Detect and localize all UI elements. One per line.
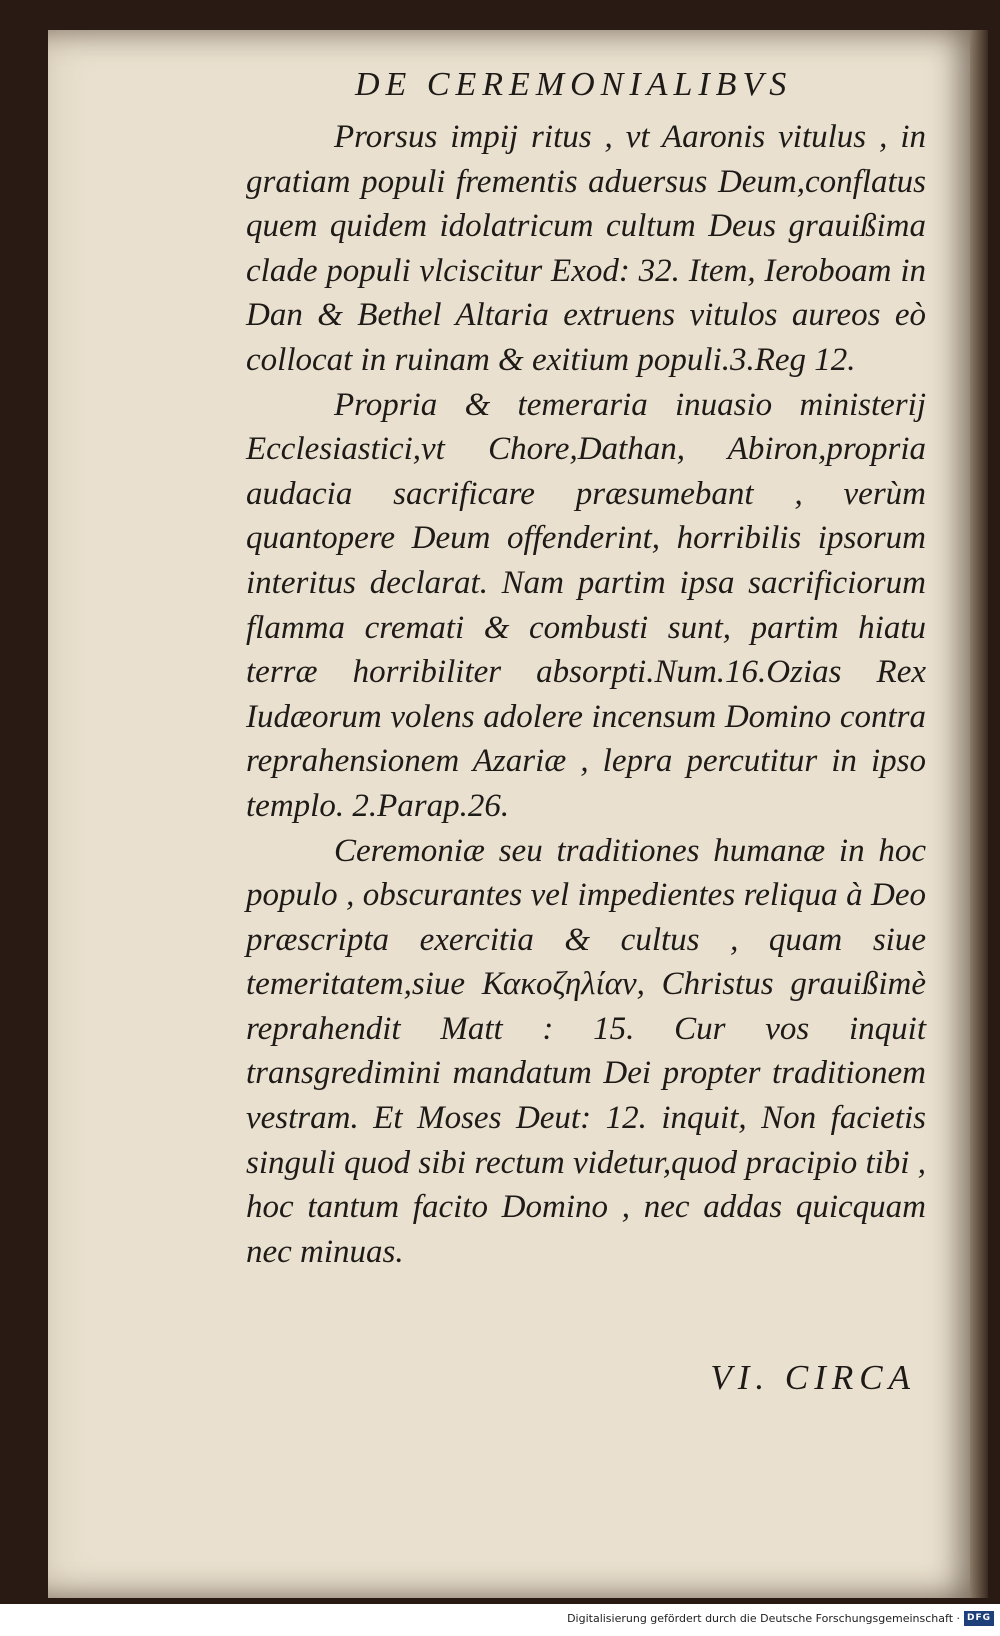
catchword: VI. CIRCA [710, 1358, 916, 1397]
funding-credit: Digitalisierung gefördert durch die Deutsche Forschungsgemeinschaft · [567, 1612, 960, 1625]
paragraph: Propria & temeraria inuasio ministerij Ecclesiastici,vt Chore,Dathan, Abiron,propria audacia sacrificare præsumebant , verùm quantopere Deum offenderint, horribilis ipsorum interitus declarat. Nam partim ipsa sacrificiorum flamma cremati & combusti sunt, partim hiatu terræ horribiliter absorpti.Num.16.Ozias Rex Iudæorum volens adolere incensum Domino contra reprahensionem Azariæ , lepra percutitur in ipso templo. 2.Parap.26. [246, 386, 926, 824]
dfg-logo-icon: DFG [964, 1611, 994, 1626]
paragraph: Prorsus impij ritus , vt Aaronis vitulus , in gratiam populi frementis aduersus Deum,conflatus quem quidem idolatricum cultum Deus grauißima clade populi vlciscitur Exod: 32. Item, Ieroboam in Dan & Bethel Altaria extruens vitulos aureos eò collocat in ruinam & exitium populi.3.Reg 12. [246, 119, 926, 378]
page-edge-shadow [970, 30, 988, 1598]
body-text [246, 115, 926, 1274]
running-head: DE CEREMONIALIBVS [355, 66, 793, 103]
paragraph: Ceremoniæ seu traditiones humanæ in hoc populo , obscurantes vel impedientes reliqua à Deo præscripta exercitia & cultus , quam siue temeritatem,siue Κακοζηλίαν, Christus grauißimè reprahendit Matt : 15. Cur vos inquit transgredimini mandatum Dei propter traditionem vestram. Et Moses Deut: 12. inquit, Non facietis singuli quod sibi rectum videtur,quod pracipio tibi , hoc tantum facito Domino , nec addas quicquam nec minuas. [246, 832, 926, 1270]
digitization-footer [0, 1604, 1000, 1636]
